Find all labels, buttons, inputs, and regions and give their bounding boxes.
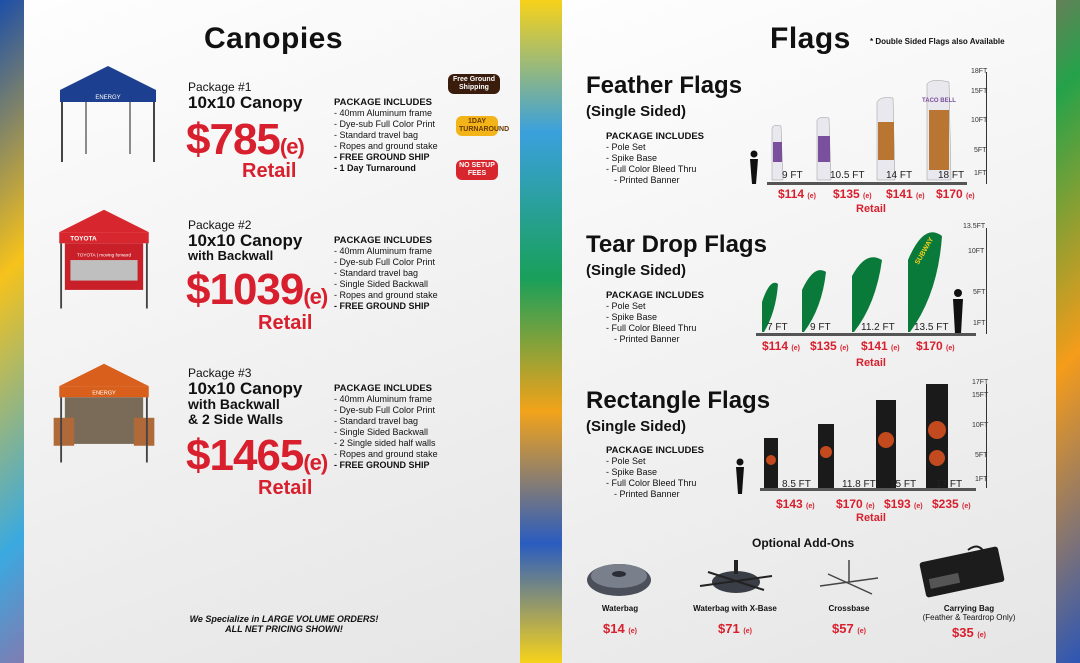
package-2-includes-title: PACKAGE INCLUDES: [334, 235, 432, 246]
teardrop-ruler-tick: 10FT: [968, 248, 985, 255]
rectangle-size: 15 FT: [890, 479, 917, 490]
feather-size: 18 FT: [938, 170, 965, 181]
teardrop-price: $135 (e): [810, 339, 849, 353]
feather-ruler-tick: 15FT: [971, 88, 988, 95]
footer-line-2: ALL NET PRICING SHOWN!: [225, 624, 343, 634]
feather-size: 10.5 FT: [830, 170, 865, 181]
addon-name-note: (Feather & Teardrop Only): [922, 613, 1016, 622]
feather-price: $135 (e): [833, 187, 872, 201]
teardrop-size: 7 FT: [767, 322, 788, 333]
package-2-includes: [334, 235, 464, 312]
package-3-item: - Standard travel bag: [334, 416, 464, 427]
teardrop-ruler-tick: 13.5FT: [963, 223, 986, 230]
canopy-1-brand: ENERGY: [95, 95, 121, 101]
package-1-title: 10x10 Canopy: [188, 93, 303, 112]
package-1-item: - Standard travel bag: [334, 130, 464, 141]
package-3-subtitle-2: & 2 Side Walls: [188, 411, 284, 427]
teardrop-item: - Printed Banner: [606, 334, 726, 345]
teardrop-ruler-tick: 5FT: [973, 289, 986, 296]
rectangle-ruler-tick: 1FT: [975, 476, 988, 483]
teardrop-size: 11.2 FT: [861, 322, 895, 333]
package-1-item: - 40mm Aluminum frame: [334, 108, 464, 119]
feather-price: $170 (e): [936, 187, 975, 201]
feather-flags-includes: [606, 131, 726, 186]
person-silhouette-icon: [746, 150, 762, 184]
addon-name: Carrying Bag: [943, 604, 995, 613]
package-3-retail: Retail: [258, 477, 313, 499]
addon-price: $35 (e): [952, 625, 986, 640]
feather-ruler-tick: 5FT: [974, 147, 987, 154]
rectangle-size: 17 FT: [936, 479, 963, 490]
rectangle-item: - Full Color Bleed Thru: [606, 478, 726, 489]
package-3-item: - Dye-sub Full Color Print: [334, 405, 464, 416]
package-3-includes-title: PACKAGE INCLUDES: [334, 383, 432, 394]
addon-name: Crossbase: [828, 604, 870, 613]
rectangle-retail: Retail: [856, 512, 886, 524]
package-2-title: 10x10 Canopy: [188, 231, 303, 250]
package-2-item: - FREE GROUND SHIP: [334, 301, 464, 312]
rectangle-item: - Printed Banner: [606, 489, 726, 500]
rectangle-flags-subtitle: (Single Sided): [586, 418, 687, 435]
crossbase-icon: [814, 556, 884, 600]
feather-item: - Spike Base: [606, 153, 726, 164]
package-1-price: $785(e): [186, 115, 304, 164]
teardrop-flag-images: [756, 228, 956, 336]
rectangle-ruler-tick: 17FT: [972, 379, 989, 386]
package-3-title: 10x10 Canopy: [188, 379, 303, 398]
flags-page: [562, 0, 1056, 663]
rectangle-price: $170 (e): [836, 497, 875, 511]
feather-ruler-tick: 18FT: [971, 68, 988, 75]
canopy-2-tagline: TOYOTA | moving forward: [76, 252, 132, 258]
teardrop-item: - Pole Set: [606, 301, 726, 312]
teardrop-item: - Full Color Bleed Thru: [606, 323, 726, 334]
teardrop-size: 13.5 FT: [914, 322, 949, 333]
teardrop-price: $170 (e): [916, 339, 955, 353]
rectangle-size: 11.8 FT: [842, 479, 876, 490]
feather-item: - Printed Banner: [606, 175, 726, 186]
canopy-image-1: [52, 62, 164, 172]
canopies-heading: Canopies: [204, 22, 344, 55]
rectangle-ruler-tick: 10FT: [972, 422, 989, 429]
waterbag-xbase-icon: [696, 556, 776, 600]
addon-price: $71 (e): [718, 621, 752, 636]
teardrop-size: 9 FT: [810, 322, 831, 333]
teardrop-item: - Spike Base: [606, 312, 726, 323]
feather-ruler-tick: 1FT: [974, 170, 987, 177]
feather-flag-images: [767, 80, 967, 184]
flags-heading: Flags: [770, 22, 851, 55]
package-3-item: - FREE GROUND SHIP: [334, 460, 464, 471]
feather-ruler-tick: 10FT: [971, 117, 988, 124]
volume-orders-note: [164, 614, 404, 634]
rectangle-flags-includes: [606, 445, 726, 500]
package-1-item: - Dye-sub Full Color Print: [334, 119, 464, 130]
taco-bell-brand: TACO BELL: [922, 98, 956, 104]
rectangle-flag-images: [760, 380, 963, 492]
rectangle-flags-title: Rectangle Flags: [586, 387, 771, 414]
package-1-item: - FREE GROUND SHIP: [334, 152, 464, 163]
feather-flags-title: Feather Flags: [586, 72, 743, 99]
waterbag-icon: [584, 556, 654, 600]
teardrop-base-line: [756, 333, 976, 336]
rectangle-item: - Pole Set: [606, 456, 726, 467]
canopy-image-2: [48, 206, 160, 316]
feather-includes-title: PACKAGE INCLUDES: [606, 131, 704, 142]
package-1-retail: Retail: [242, 160, 297, 182]
rectangle-price: $143 (e): [776, 497, 815, 511]
package-2-item: - Single Sided Backwall: [334, 279, 464, 290]
canopy-2-brand: TOYOTA: [70, 235, 97, 243]
rectangle-includes-title: PACKAGE INCLUDES: [606, 445, 704, 456]
package-2-subtitle: with Backwall: [188, 248, 274, 263]
subway-brand: SUBWAY: [914, 236, 936, 267]
feather-item: - Full Color Bleed Thru: [606, 164, 726, 175]
package-2-item: - Dye-sub Full Color Print: [334, 257, 464, 268]
package-2-item: - Ropes and ground stake: [334, 290, 464, 301]
rectangle-price: $235 (e): [932, 497, 971, 511]
teardrop-flags-title: Tear Drop Flags: [586, 231, 767, 258]
teardrop-ruler: [986, 228, 987, 334]
package-1-item: - 1 Day Turnaround: [334, 163, 464, 174]
teardrop-includes-title: PACKAGE INCLUDES: [606, 290, 704, 301]
package-1-label: Package #1: [188, 80, 252, 94]
package-3-item: - Single Sided Backwall: [334, 427, 464, 438]
teardrop-ruler-tick: 1FT: [973, 320, 986, 327]
rectangle-ruler-tick: 15FT: [972, 392, 989, 399]
rectangle-size: 8.5 FT: [782, 479, 811, 490]
addon-name: Waterbag with X-Base: [693, 604, 777, 613]
carrying-bag-icon: [918, 544, 1008, 600]
person-silhouette-icon: [950, 288, 966, 334]
rectangle-ruler: [986, 384, 987, 488]
addon-name: Waterbag: [601, 604, 639, 613]
rectangle-item: - Spike Base: [606, 467, 726, 478]
teardrop-retail: Retail: [856, 357, 886, 369]
package-2-label: Package #2: [188, 218, 252, 232]
package-2-item: - 40mm Aluminum frame: [334, 246, 464, 257]
feather-size: 9 FT: [782, 170, 803, 181]
teardrop-price: $114 (e): [762, 339, 800, 353]
feather-price: $141 (e): [886, 187, 925, 201]
rectangle-ruler-tick: 5FT: [975, 452, 988, 459]
package-2-price: $1039(e): [186, 265, 328, 314]
package-3-includes: [334, 383, 464, 471]
package-2-item: - Standard travel bag: [334, 268, 464, 279]
teardrop-flags-includes: [606, 290, 726, 345]
footer-line-1: We Specialize in LARGE VOLUME ORDERS!: [189, 614, 379, 624]
canopy-3-brand: ENERGY: [92, 390, 116, 397]
package-2-retail: Retail: [258, 312, 313, 334]
teardrop-price: $141 (e): [861, 339, 900, 353]
package-3-label: Package #3: [188, 366, 252, 380]
package-3-price: $1465(e): [186, 431, 328, 480]
feather-size: 14 FT: [886, 170, 913, 181]
double-sided-note: * Double Sided Flags also Available: [870, 37, 1005, 46]
canopy-image-3: [48, 360, 160, 470]
addon-price: $14 (e): [603, 621, 637, 636]
package-1-includes-title: PACKAGE INCLUDES: [334, 97, 432, 108]
one-day-badge: 1DAY TURNAROUND: [456, 116, 498, 136]
person-silhouette-icon: [732, 458, 748, 494]
package-1-includes: [334, 97, 464, 174]
package-3-item: - Ropes and ground stake: [334, 449, 464, 460]
feather-price: $114 (e): [778, 187, 816, 201]
free-shipping-badge: Free Ground Shipping: [448, 74, 500, 94]
addon-price: $57 (e): [832, 621, 866, 636]
package-3-subtitle: with Backwall: [188, 396, 280, 412]
package-1-item: - Ropes and ground stake: [334, 141, 464, 152]
canopies-page: [24, 0, 520, 663]
teardrop-flags-subtitle: (Single Sided): [586, 262, 687, 279]
package-3-item: - 40mm Aluminum frame: [334, 394, 464, 405]
package-3-item: - 2 Single sided half walls: [334, 438, 464, 449]
feather-item: - Pole Set: [606, 142, 726, 153]
feather-retail: Retail: [856, 203, 886, 215]
feather-base-line: [767, 182, 967, 185]
brochure-spine: [520, 0, 562, 663]
no-setup-fees-badge: NO SETUP FEES: [456, 160, 498, 180]
addons-title: Optional Add-Ons: [752, 536, 855, 550]
feather-flags-subtitle: (Single Sided): [586, 103, 687, 120]
rectangle-price: $193 (e): [884, 497, 923, 511]
